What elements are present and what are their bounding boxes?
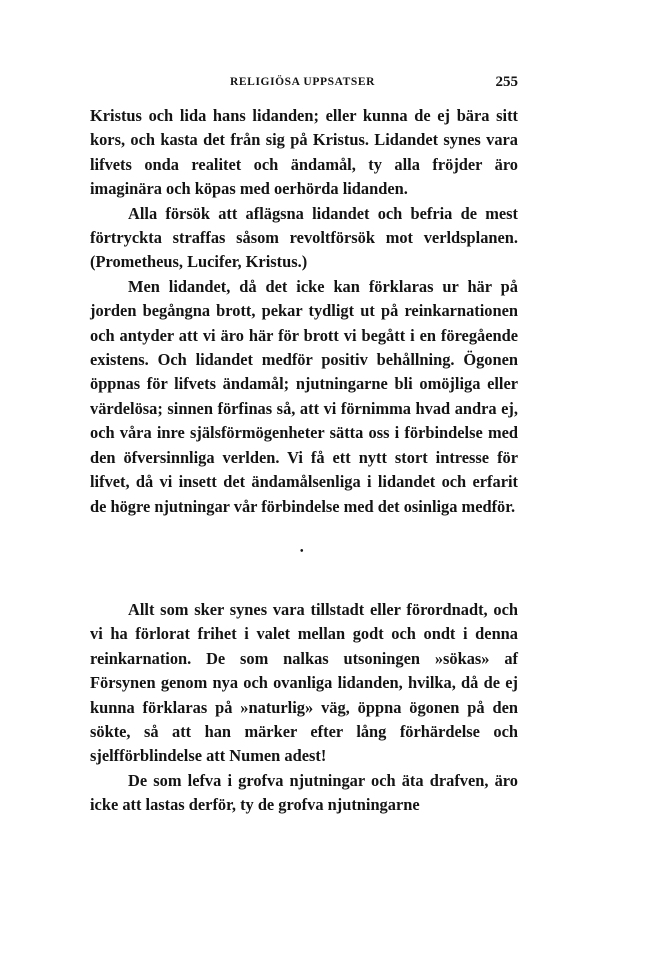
paragraph: Alla försök att aflägsna lidandet och befria de mest förtryckta straffas såsom revoltförsök mot verldsplanen. (Prometheus, Lucifer, Kristus.) bbox=[90, 203, 518, 272]
section-break-mark: • bbox=[300, 546, 304, 557]
running-header-title: RELIGIÖSA UPPSATSER bbox=[230, 76, 376, 88]
text-block-before-break bbox=[90, 104, 518, 519]
page-number: 255 bbox=[495, 74, 518, 90]
paragraph: Allt som sker synes vara tillstadt eller förordnadt, och vi ha förlorat frihet i valet mellan godt och ondt i denna reinkarnation. De som nalkas utsoningen »sökas» af Försynen genom nya och ovanliga lidanden, hvilka, då de ej kunna förklaras på »naturlig» väg, öppna ögonen på den sökte, så att han märker efter lång förhärdelse och sjelfförblindelse att Numen adest! bbox=[90, 600, 518, 766]
paragraph: Men lidandet, då det icke kan förklaras ur här på jorden begångna brott, pekar tydligt ut på reinkarnationen och antyder att vi äro här för brott vi begått i en föregående existens. Och lidandet medför positiv behållning. Ögonen öppnas för lifvets ändamål; njutningarne bli omöjliga eller värdelösa; sinnen förfinas så, att vi förnimma hvad andra ej, och våra inre själsförmögenheter sätta oss i förbindelse med den öfversinnliga verlden. Vi få ett nytt stort intresse för lifvet, då vi insett det ändamålsenliga i lidandet och erfarit de högre njutningar vår förbindelse med det osinliga medför. bbox=[90, 276, 518, 516]
text-block-after-break bbox=[90, 598, 518, 818]
paragraph-continues: De som lefva i grofva njutningar och äta drafven, äro icke att lastas derför, ty de grofva njutningarne bbox=[90, 770, 518, 815]
book-page bbox=[90, 0, 518, 980]
paragraph-continued: Kristus och lida hans lidanden; eller kunna de ej bära sitt kors, och kasta det från sig på Kristus. Lidandet synes vara lifvets onda realitet och ändamål, ty alla fröjder äro imaginära och köpas med oerhörda lidanden. bbox=[90, 106, 518, 199]
running-header bbox=[90, 74, 518, 94]
